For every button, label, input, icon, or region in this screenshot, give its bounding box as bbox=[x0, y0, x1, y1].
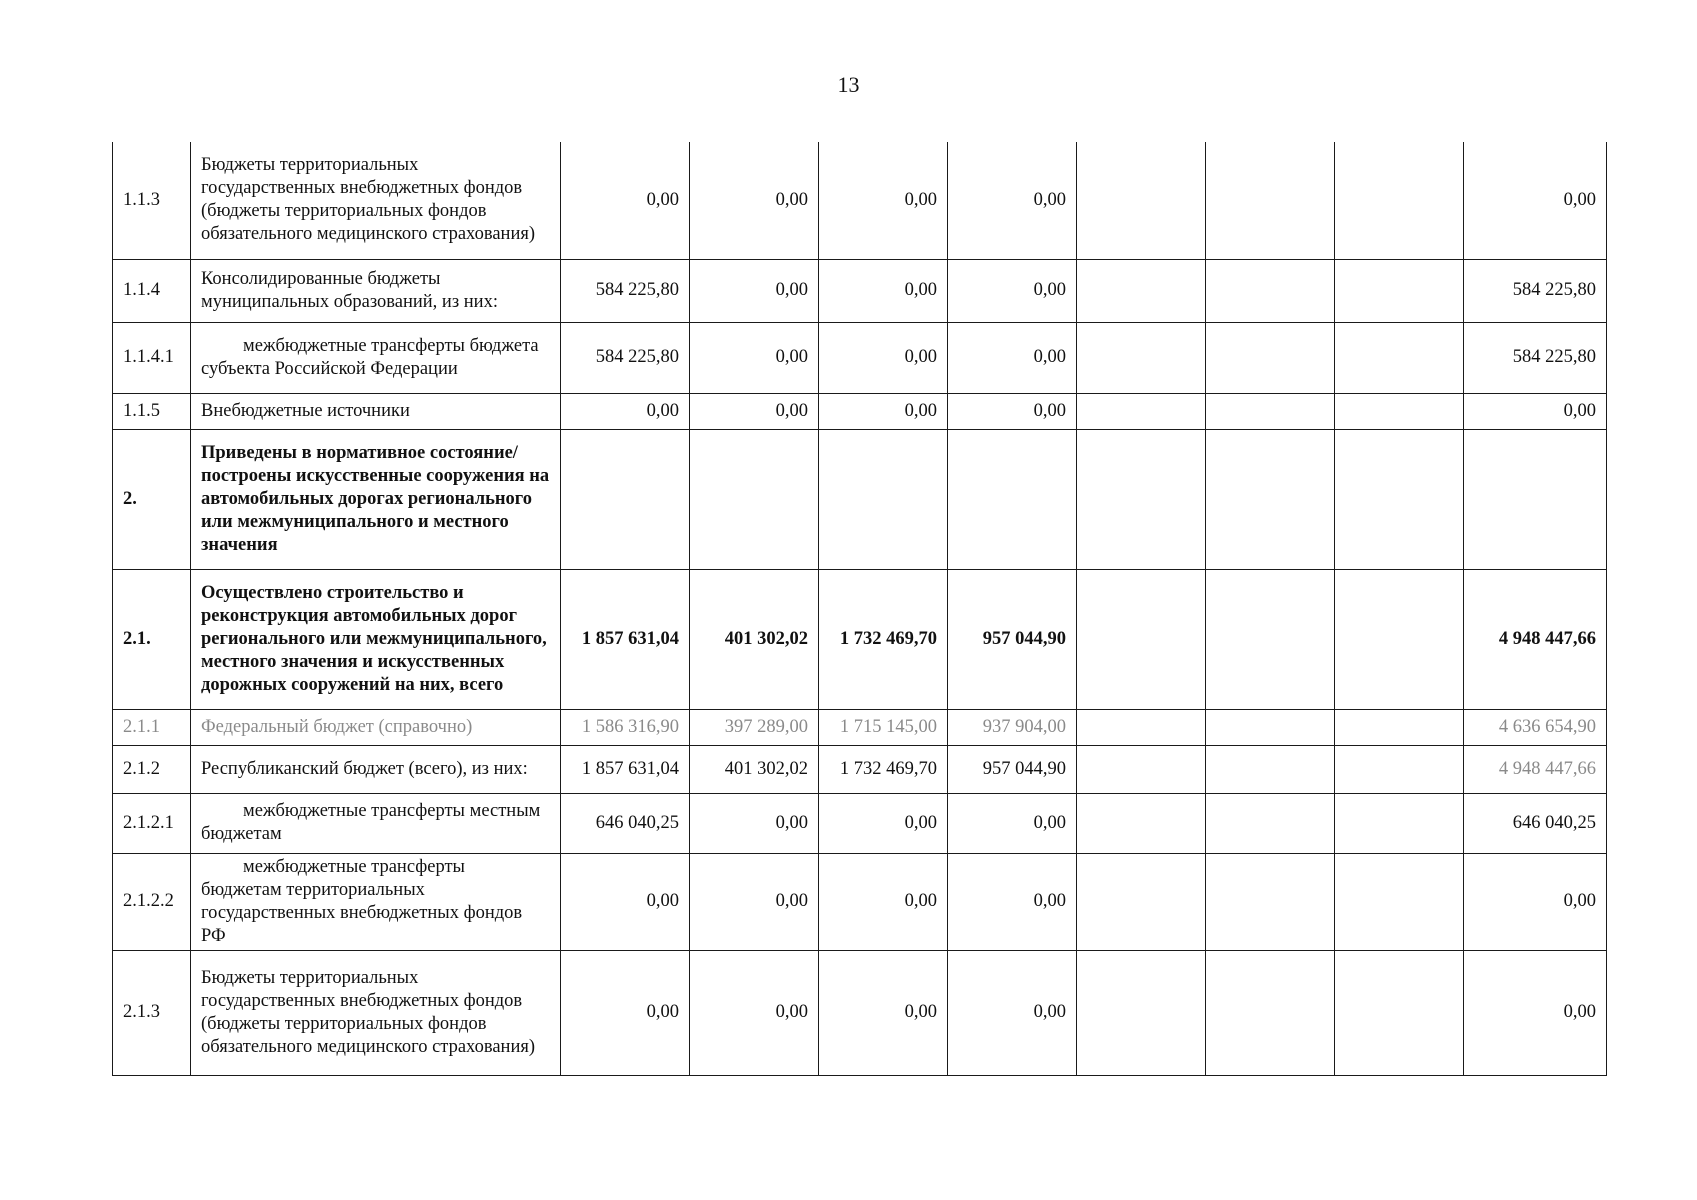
row-value-2: 0,00 bbox=[690, 142, 819, 259]
row-code: 1.1.3 bbox=[113, 142, 191, 259]
row-name: Внебюджетные источники bbox=[191, 393, 561, 429]
row-value-5 bbox=[1077, 709, 1206, 745]
row-total: 584 225,80 bbox=[1464, 322, 1607, 393]
row-value-6 bbox=[1206, 393, 1335, 429]
row-value-1: 584 225,80 bbox=[561, 259, 690, 322]
row-value-5 bbox=[1077, 793, 1206, 853]
row-name: Приведены в нормативное состояние/построены искусственные сооружения на автомобильных дорогах регионального или межмуниципального и местного значения bbox=[191, 429, 561, 569]
row-value-3: 0,00 bbox=[819, 259, 948, 322]
row-value-4: 0,00 bbox=[948, 853, 1077, 950]
row-value-2: 0,00 bbox=[690, 259, 819, 322]
row-value-4 bbox=[948, 429, 1077, 569]
row-code: 2.1.2 bbox=[113, 745, 191, 793]
row-value-3: 1 732 469,70 bbox=[819, 745, 948, 793]
row-code: 2.1. bbox=[113, 569, 191, 709]
row-value-7 bbox=[1335, 745, 1464, 793]
row-value-6 bbox=[1206, 853, 1335, 950]
row-value-3: 0,00 bbox=[819, 393, 948, 429]
row-name: Бюджеты территориальных государственных внебюджетных фондов (бюджеты территориальных фондов обязательного медицинского страхования) bbox=[191, 142, 561, 259]
row-name: Республиканский бюджет (всего), из них: bbox=[191, 745, 561, 793]
row-value-7 bbox=[1335, 569, 1464, 709]
row-value-1: 0,00 bbox=[561, 393, 690, 429]
row-value-4: 0,00 bbox=[948, 322, 1077, 393]
row-name-text: межбюджетные трансферты местным бюджетам bbox=[201, 801, 541, 844]
row-value-5 bbox=[1077, 259, 1206, 322]
row-value-4: 0,00 bbox=[948, 259, 1077, 322]
row-value-6 bbox=[1206, 950, 1335, 1075]
row-value-4: 0,00 bbox=[948, 393, 1077, 429]
row-code: 2.1.1 bbox=[113, 709, 191, 745]
table-row bbox=[113, 950, 1607, 1075]
table-row bbox=[113, 745, 1607, 793]
row-value-1: 646 040,25 bbox=[561, 793, 690, 853]
row-value-6 bbox=[1206, 322, 1335, 393]
row-value-5 bbox=[1077, 950, 1206, 1075]
row-name: Бюджеты территориальных государственных внебюджетных фондов (бюджеты территориальных фондов обязательного медицинского страхования) bbox=[191, 950, 561, 1075]
row-value-3: 0,00 bbox=[819, 950, 948, 1075]
page-number: 13 bbox=[837, 72, 860, 97]
row-value-6 bbox=[1206, 793, 1335, 853]
row-value-2 bbox=[690, 429, 819, 569]
row-name-text: межбюджетные трансферты бюджета субъекта Российской Федерации bbox=[201, 335, 539, 379]
row-total: 646 040,25 bbox=[1464, 793, 1607, 853]
table-row bbox=[113, 259, 1607, 322]
table-row bbox=[113, 569, 1607, 709]
row-code: 2.1.2.1 bbox=[113, 793, 191, 853]
row-name bbox=[191, 793, 561, 853]
row-code: 2.1.2.2 bbox=[113, 853, 191, 950]
row-name-text: межбюджетные трансферты бюджетам территориальных государственных внебюджетных фондов РФ bbox=[201, 856, 523, 946]
row-value-2: 0,00 bbox=[690, 950, 819, 1075]
row-value-4: 0,00 bbox=[948, 142, 1077, 259]
row-code: 2.1.3 bbox=[113, 950, 191, 1075]
table-row bbox=[113, 793, 1607, 853]
row-value-2: 397 289,00 bbox=[690, 709, 819, 745]
row-value-3: 0,00 bbox=[819, 322, 948, 393]
row-value-1 bbox=[561, 429, 690, 569]
row-total: 0,00 bbox=[1464, 853, 1607, 950]
row-value-6 bbox=[1206, 709, 1335, 745]
row-name: Осуществлено строительство и реконструкция автомобильных дорог регионального или межмуниципального, местного значения и искусственных дорожных сооружений на них, всего bbox=[191, 569, 561, 709]
row-value-6 bbox=[1206, 259, 1335, 322]
row-value-4: 0,00 bbox=[948, 950, 1077, 1075]
row-total: 0,00 bbox=[1464, 393, 1607, 429]
row-value-2: 0,00 bbox=[690, 793, 819, 853]
row-value-1: 1 857 631,04 bbox=[561, 569, 690, 709]
row-value-3: 0,00 bbox=[819, 142, 948, 259]
row-value-3: 0,00 bbox=[819, 793, 948, 853]
row-value-2: 401 302,02 bbox=[690, 745, 819, 793]
row-value-5 bbox=[1077, 322, 1206, 393]
row-value-4: 957 044,90 bbox=[948, 569, 1077, 709]
row-value-7 bbox=[1335, 142, 1464, 259]
table-row bbox=[113, 429, 1607, 569]
row-name: Федеральный бюджет (справочно) bbox=[191, 709, 561, 745]
table-row bbox=[113, 142, 1607, 259]
row-value-2: 0,00 bbox=[690, 322, 819, 393]
row-value-1: 0,00 bbox=[561, 142, 690, 259]
row-code: 1.1.4.1 bbox=[113, 322, 191, 393]
row-value-4: 0,00 bbox=[948, 793, 1077, 853]
row-total: 0,00 bbox=[1464, 142, 1607, 259]
row-code: 1.1.5 bbox=[113, 393, 191, 429]
row-value-2: 0,00 bbox=[690, 853, 819, 950]
row-value-5 bbox=[1077, 745, 1206, 793]
row-value-7 bbox=[1335, 853, 1464, 950]
row-value-3: 1 715 145,00 bbox=[819, 709, 948, 745]
row-value-6 bbox=[1206, 429, 1335, 569]
table-row bbox=[113, 853, 1607, 950]
row-value-1: 0,00 bbox=[561, 853, 690, 950]
row-value-6 bbox=[1206, 569, 1335, 709]
row-value-6 bbox=[1206, 745, 1335, 793]
row-value-2: 401 302,02 bbox=[690, 569, 819, 709]
row-value-5 bbox=[1077, 429, 1206, 569]
row-value-7 bbox=[1335, 322, 1464, 393]
row-value-7 bbox=[1335, 793, 1464, 853]
row-value-1: 1 586 316,90 bbox=[561, 709, 690, 745]
row-total bbox=[1464, 429, 1607, 569]
row-value-7 bbox=[1335, 393, 1464, 429]
row-value-7 bbox=[1335, 259, 1464, 322]
row-name bbox=[191, 322, 561, 393]
row-total: 4 948 447,66 bbox=[1464, 745, 1607, 793]
row-value-1: 1 857 631,04 bbox=[561, 745, 690, 793]
row-value-1: 0,00 bbox=[561, 950, 690, 1075]
row-value-7 bbox=[1335, 950, 1464, 1075]
row-name: Консолидированные бюджеты муниципальных образований, из них: bbox=[191, 259, 561, 322]
row-name bbox=[191, 853, 561, 950]
row-code: 2. bbox=[113, 429, 191, 569]
table-row bbox=[113, 709, 1607, 745]
row-value-5 bbox=[1077, 393, 1206, 429]
row-value-5 bbox=[1077, 142, 1206, 259]
row-value-5 bbox=[1077, 853, 1206, 950]
row-code: 1.1.4 bbox=[113, 259, 191, 322]
row-value-2: 0,00 bbox=[690, 393, 819, 429]
row-value-4: 957 044,90 bbox=[948, 745, 1077, 793]
row-value-7 bbox=[1335, 429, 1464, 569]
row-value-5 bbox=[1077, 569, 1206, 709]
row-total: 4 948 447,66 bbox=[1464, 569, 1607, 709]
row-value-4: 937 904,00 bbox=[948, 709, 1077, 745]
row-value-1: 584 225,80 bbox=[561, 322, 690, 393]
row-value-3: 1 732 469,70 bbox=[819, 569, 948, 709]
table-row bbox=[113, 322, 1607, 393]
row-value-6 bbox=[1206, 142, 1335, 259]
row-total: 584 225,80 bbox=[1464, 259, 1607, 322]
row-total: 0,00 bbox=[1464, 950, 1607, 1075]
row-total: 4 636 654,90 bbox=[1464, 709, 1607, 745]
row-value-7 bbox=[1335, 709, 1464, 745]
table-row bbox=[113, 393, 1607, 429]
row-value-3 bbox=[819, 429, 948, 569]
row-value-3: 0,00 bbox=[819, 853, 948, 950]
budget-table bbox=[112, 142, 1607, 1076]
